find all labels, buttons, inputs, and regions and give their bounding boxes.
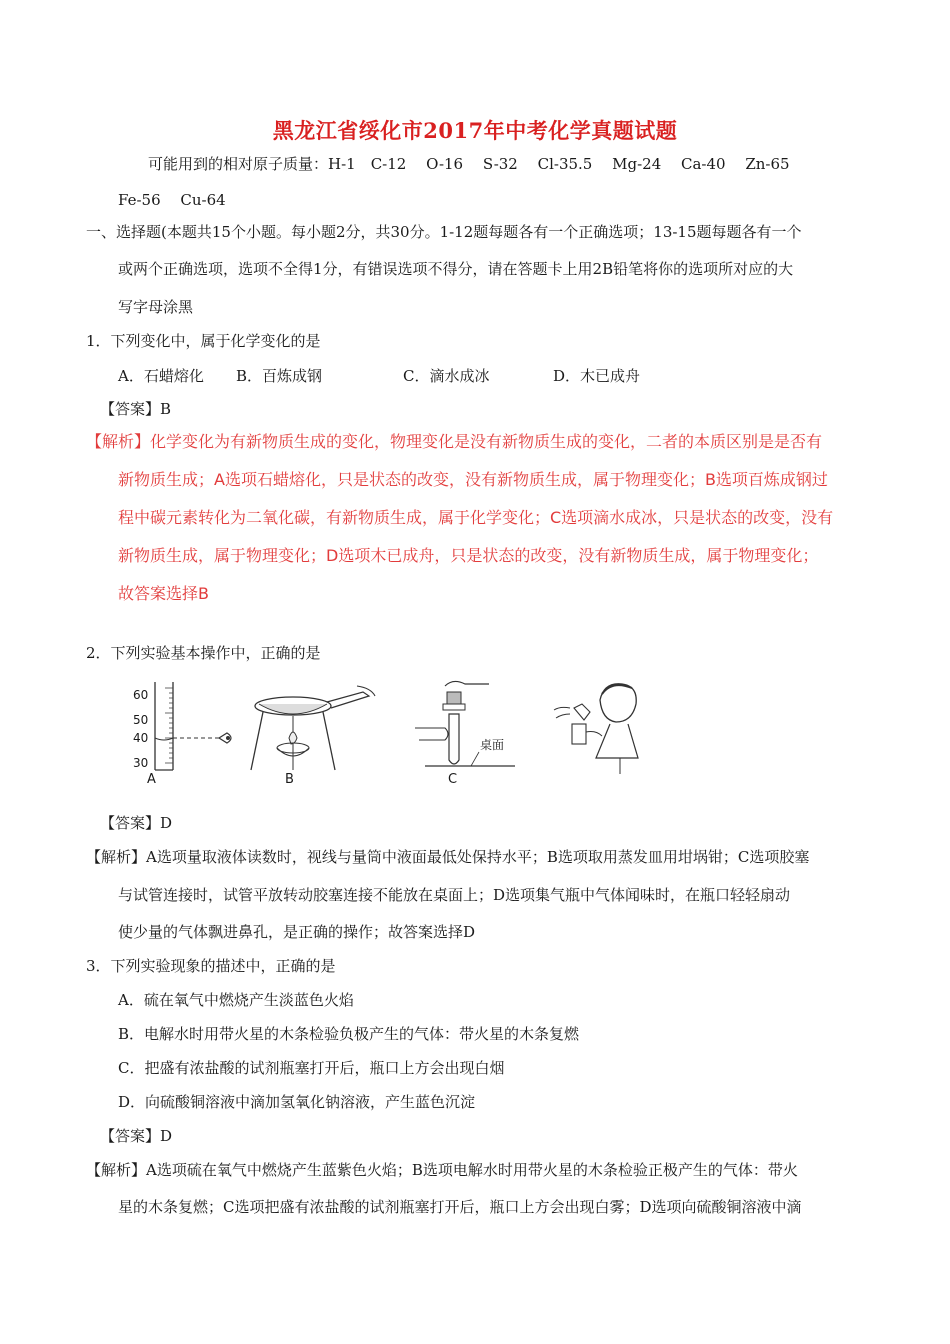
section-1-line-3: 写字母涂黑 (118, 298, 194, 316)
student-smelling-drawing (540, 678, 675, 790)
q2-stem: 2．下列实验基本操作中，正确的是 (86, 644, 321, 662)
atomic-mass-line-2: Fe-56 Cu-64 (118, 191, 226, 209)
q2-analysis-line-3: 使少量的气体飘进鼻孔，是正确的操作；故答案选择D (118, 923, 476, 941)
table-surface-label: 桌面 (480, 738, 505, 752)
section-1-line-2: 或两个正确选项，选项不全得1分，有错误选项不得分，请在答题卡上用2B铅笔将你的选项所对应的大 (118, 260, 794, 278)
q1-answer: 【答案】B (100, 400, 172, 418)
figure-c-stopper-test-tube (405, 678, 520, 790)
q1-option-c: C．滴水成冰 (403, 367, 490, 385)
tick-label-30: 30 (133, 756, 149, 770)
test-tube-drawing (405, 678, 520, 790)
q1-analysis-line-5: 故答案选择B (118, 584, 209, 603)
tick-label-50: 50 (133, 713, 149, 727)
evaporating-dish-drawing (245, 678, 380, 790)
q2-analysis-line-2: 与试管连接时，试管平放转动胶塞连接不能放在桌面上；D选项集气瓶中气体闻味时，在瓶口轻轻扇动 (118, 886, 791, 904)
section-1-line-1: 一、选择题(本题共15个小题。每小题2分，共30分。1-12题每题各有一个正确选项；13-15题每题各有一个 (86, 223, 802, 241)
q1-analysis-line-2: 新物质生成；A选项石蜡熔化，只是状态的改变，没有新物质生成，属于物理变化；B选项百炼成钢过 (118, 470, 828, 489)
atomic-mass-line-1: 可能用到的相对原子质量：H-1 C-12 O-16 S-32 Cl-35.5 Mg-24 Ca-40 Zn-65 (148, 155, 790, 173)
q1-option-d: D．木已成舟 (553, 367, 641, 385)
q3-analysis-line-1: 【解析】A选项硫在氧气中燃烧产生蓝紫色火焰；B选项电解水时用带火星的木条检验正极产生的气体：带火 (86, 1161, 798, 1179)
q3-option-b: B．电解水时用带火星的木条检验负极产生的气体：带火星的木条复燃 (118, 1025, 580, 1043)
q1-option-b: B．百炼成钢 (236, 367, 323, 385)
q2-analysis-line-1: 【解析】A选项量取液体读数时，视线与量筒中液面最低处保持水平；B选项取用蒸发皿用坩埚钳；C选项胶塞 (86, 848, 810, 866)
q3-answer: 【答案】D (100, 1127, 173, 1145)
q3-stem: 3．下列实验现象的描述中，正确的是 (86, 957, 336, 975)
figure-a-graduated-cylinder (115, 678, 240, 790)
figure-c-label: C (448, 772, 458, 787)
q1-analysis-line-1: 【解析】化学变化为有新物质生成的变化，物理变化是没有新物质生成的变化，二者的本质区别是是否有 (86, 432, 823, 451)
figure-d-smelling-gas (540, 678, 675, 790)
q1-stem: 1．下列变化中，属于化学变化的是 (86, 332, 321, 350)
q2-figures (115, 678, 675, 790)
tick-label-40: 40 (133, 731, 149, 745)
figure-b-evaporating-dish (245, 678, 380, 790)
q1-analysis-line-3: 程中碳元素转化为二氧化碳，有新物质生成，属于化学变化；C选项滴水成冰，只是状态的改变，没有 (118, 508, 834, 527)
q3-option-a: A．硫在氧气中燃烧产生淡蓝色火焰 (118, 991, 354, 1009)
q3-option-d: D．向硫酸铜溶液中滴加氢氧化钠溶液，产生蓝色沉淀 (118, 1093, 476, 1111)
q1-analysis-line-4: 新物质生成，属于物理变化；D选项木已成舟，只是状态的改变，没有新物质生成，属于物理变化； (118, 546, 819, 565)
q1-option-a: A．石蜡熔化 (118, 367, 204, 385)
tick-label-60: 60 (133, 688, 149, 702)
figure-a-label: A (147, 772, 156, 787)
q3-option-c: C．把盛有浓盐酸的试剂瓶塞打开后，瓶口上方会出现白烟 (118, 1059, 505, 1077)
figure-b-label: B (285, 772, 294, 787)
page-title: 黑龙江省绥化市2017年中考化学真题试题 (272, 118, 678, 143)
q3-analysis-line-2: 星的木条复燃；C选项把盛有浓盐酸的试剂瓶塞打开后，瓶口上方会出现白雾；D选项向硫酸铜溶液中滴 (118, 1198, 802, 1216)
q2-answer: 【答案】D (100, 814, 173, 832)
